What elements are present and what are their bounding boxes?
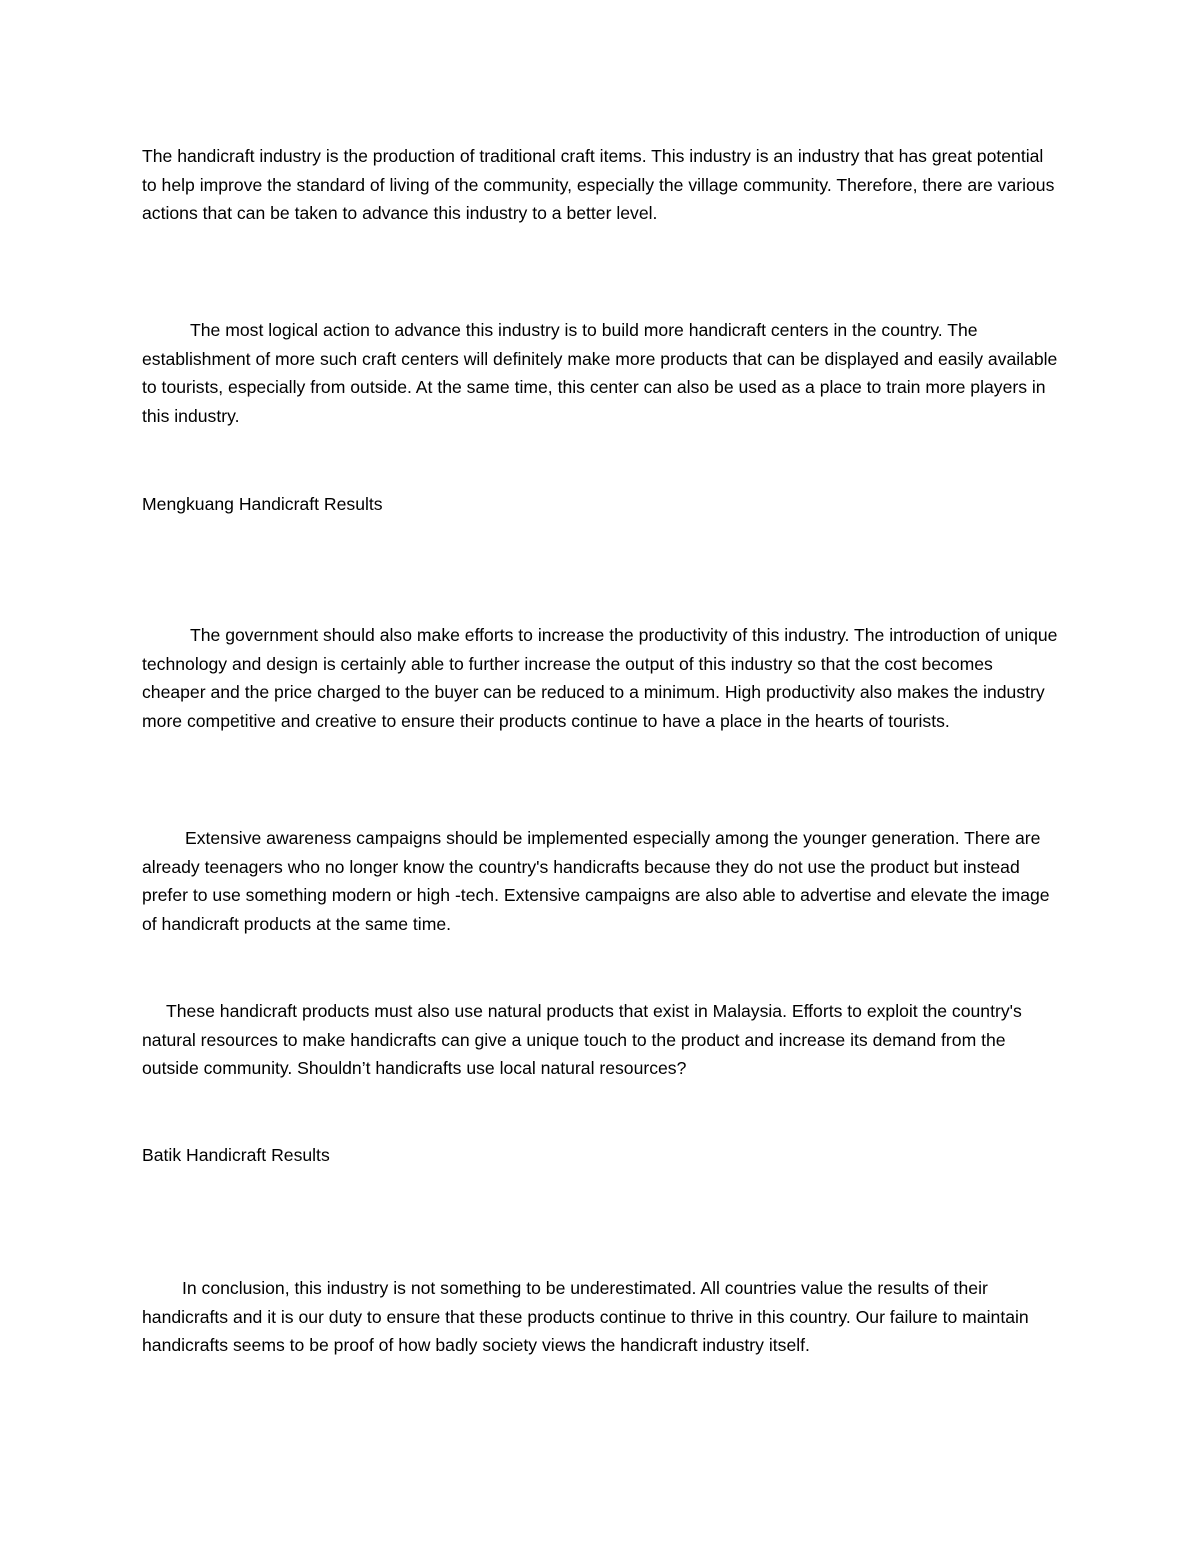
paragraph-awareness: Extensive awareness campaigns should be implemented especially among the younger generation. There are already teenagers who no longer know the country's handicrafts because they do not use the product but instead prefer to use something modern or high -tech. Extensive campaigns are also able to advertise and elevate the image of handicraft products at the same time.	[142, 828, 1050, 934]
heading-batik: Batik Handicraft Results	[142, 1145, 330, 1165]
paragraph-handicraft-centers: The most logical action to advance this industry is to build more handicraft centers in the country. The establishment of more such craft centers will definitely make more products that can be displayed and easily available to tourists, especially from outside. At the same time, this center can also be used as a place to train more players in this industry.	[142, 320, 1058, 426]
paragraph-natural-products: These handicraft products must also use natural products that exist in Malaysia. Efforts to exploit the country's natural resources to make handicrafts can give a unique touch to the product and increase its demand from the outside community. Shouldn’t handicrafts use local natural resources?	[142, 1001, 1022, 1079]
paragraph-intro: The handicraft industry is the production of traditional craft items. This industry is an industry that has great potential to help improve the standard of living of the community, especially the village community. Therefore, there are various actions that can be taken to advance this industry to a better level.	[142, 146, 1055, 224]
paragraph-conclusion: In conclusion, this industry is not something to be underestimated. All countries value the results of their handicrafts and it is our duty to ensure that these products continue to thrive in this country. Our failure to maintain handicrafts seems to be proof of how badly society views the handicraft industry itself.	[142, 1278, 1029, 1356]
heading-mengkuang: Mengkuang Handicraft Results	[142, 494, 383, 514]
paragraph-productivity: The government should also make efforts to increase the productivity of this industry. The introduction of unique technology and design is certainly able to further increase the output of this industry so that the cost becomes cheaper and the price charged to the buyer can be reduced to a minimum. High productivity also makes the industry more competitive and creative to ensure their products continue to have a place in the hearts of tourists.	[142, 625, 1058, 731]
